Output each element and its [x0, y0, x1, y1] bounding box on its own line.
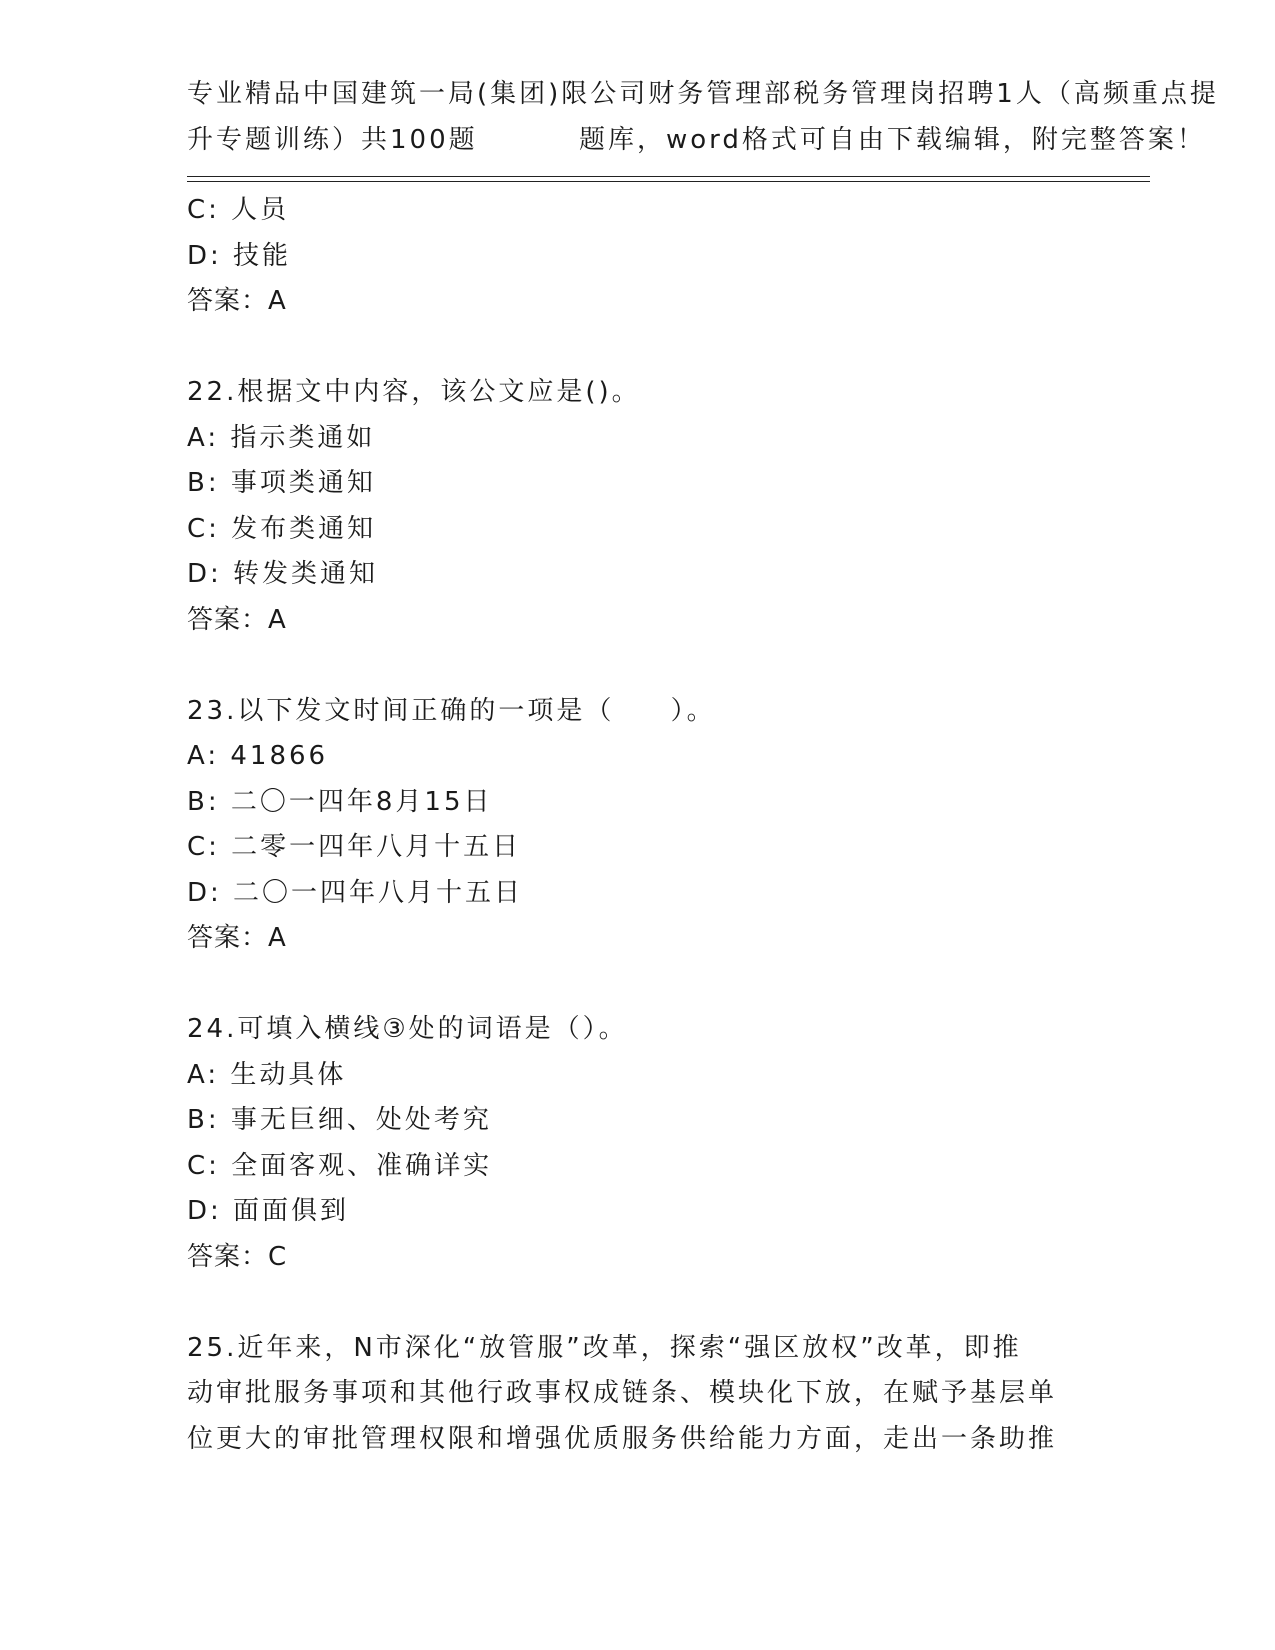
option-d: D: 技能 — [187, 240, 292, 271]
question-stem-line-1: 25.近年来，N市深化“放管服”改革，探索“强区放权”改革，即推 — [187, 1332, 1022, 1363]
answer-line: 答案：A — [187, 604, 287, 635]
question-stem-line-2: 动审批服务事项和其他行政事权成链条、模块化下放，在赋予基层单 — [187, 1378, 1058, 1408]
option-b: B: 二〇一四年8月15日 — [187, 786, 493, 817]
page-header — [187, 72, 1219, 163]
header-line-2: 升专题训练）共100题 题库，word格式可自由下载编辑，附完整答案！ — [187, 124, 1206, 155]
answer-line: 答案：A — [187, 286, 287, 316]
question-22 — [187, 370, 1087, 643]
question-21-tail — [187, 188, 1087, 325]
question-23 — [187, 689, 1087, 962]
option-a: A: 41866 — [187, 741, 329, 771]
question-24 — [187, 1007, 1087, 1280]
option-d: D: 二〇一四年八月十五日 — [187, 877, 524, 908]
spacer — [187, 1280, 1087, 1326]
question-stem: 24.可填入横线③处的词语是（）。 — [187, 1014, 628, 1044]
option-c: C: 全面客观、准确详实 — [187, 1150, 493, 1181]
answer-line: 答案：A — [187, 923, 287, 953]
option-b: B: 事项类通知 — [187, 468, 376, 498]
option-a: A: 指示类通如 — [187, 422, 376, 453]
header-divider-bottom — [187, 181, 1150, 182]
spacer — [187, 325, 1087, 371]
spacer — [187, 962, 1087, 1008]
option-a: A: 生动具体 — [187, 1059, 347, 1090]
question-stem: 23.以下发文时间正确的一项是（ ）。 — [187, 695, 716, 726]
option-b: B: 事无巨细、处处考究 — [187, 1105, 492, 1135]
document-body — [187, 188, 1087, 1462]
option-d: D: 转发类通知 — [187, 559, 379, 589]
question-stem: 22.根据文中内容，该公文应是()。 — [187, 377, 641, 407]
header-divider-top — [187, 176, 1150, 177]
option-c: C: 二零一四年八月十五日 — [187, 832, 522, 862]
question-25 — [187, 1326, 1087, 1463]
answer-line: 答案：C — [187, 1241, 288, 1272]
option-c: C: 人员 — [187, 195, 290, 225]
option-c: C: 发布类通知 — [187, 513, 377, 544]
spacer — [187, 643, 1087, 689]
header-line-1: 专业精品中国建筑一局(集团)限公司财务管理部税务管理岗招聘1人（高频重点提 — [187, 79, 1219, 109]
option-d: D: 面面俱到 — [187, 1196, 350, 1226]
question-stem-line-3: 位更大的审批管理权限和增强优质服务供给能力方面，走出一条助推 — [187, 1423, 1058, 1454]
